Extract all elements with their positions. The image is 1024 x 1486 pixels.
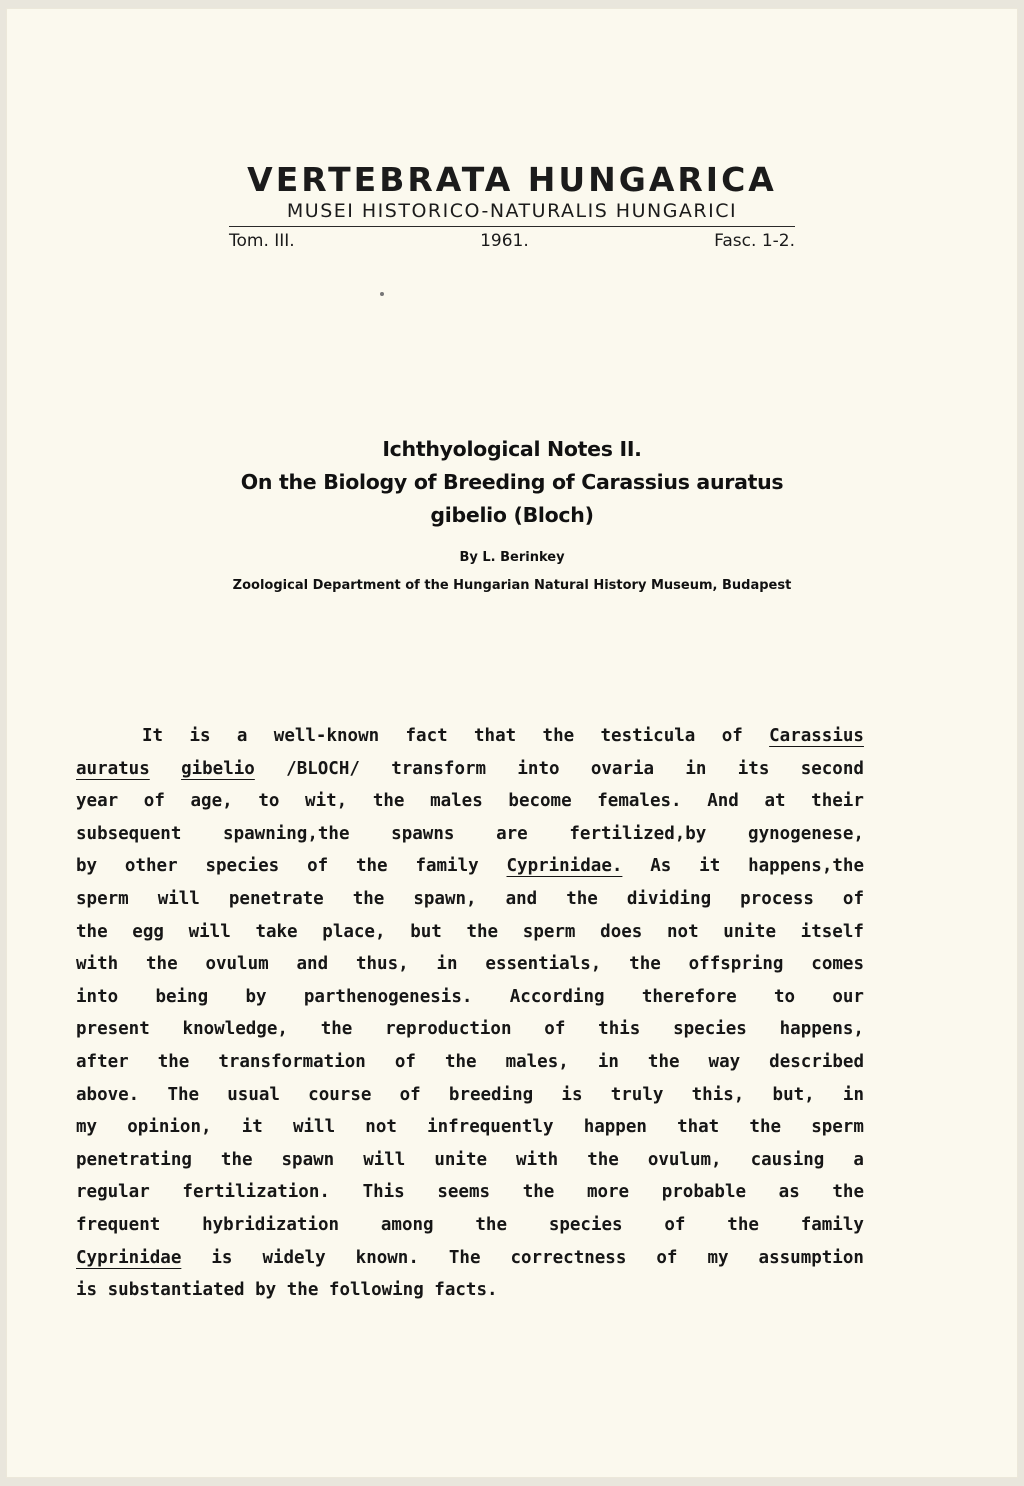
body-word: correctness (510, 1247, 627, 1268)
article-header (6, 433, 1018, 596)
print-speck (380, 292, 384, 296)
body-word: not (667, 921, 699, 942)
body-word: the (587, 1149, 619, 1170)
body-word: of (544, 1019, 566, 1040)
body-word: my (76, 1117, 98, 1138)
body-word: year (76, 791, 119, 812)
body-word: become (508, 791, 572, 812)
body-line (76, 1242, 864, 1275)
body-word: assumption (758, 1247, 864, 1268)
body-word: usual (227, 1084, 280, 1105)
body-word: fertilized,by (569, 823, 707, 844)
body-word: present (76, 1019, 150, 1040)
body-word: but (410, 921, 442, 942)
article-title-line-3: gibelio (Bloch) (430, 503, 594, 527)
body-word: spawns (391, 823, 455, 844)
body-word: reproduction (385, 1019, 512, 1040)
body-word: spawning,the (223, 823, 350, 844)
body-line (76, 916, 864, 949)
body-word: /BLOCH/ (286, 758, 360, 779)
body-word: will (292, 1117, 336, 1138)
body-word: are (496, 823, 528, 844)
body-word: Carassius (769, 726, 864, 746)
article-title-line-1: Ichthyological Notes II. (382, 437, 642, 461)
body-word: the (475, 1214, 507, 1235)
body-word: by (245, 986, 267, 1007)
body-word: truly (610, 1084, 664, 1105)
body-word: species (205, 856, 280, 877)
body-word: the (629, 954, 661, 975)
body-word: opinion, (127, 1117, 212, 1138)
body-word: the (220, 1149, 253, 1170)
body-word: facts. (434, 1280, 498, 1301)
body-word: into (76, 986, 119, 1007)
body-word: It (142, 726, 164, 746)
article-title-line-2: On the Biology of Breeding of Carassius auratus (240, 470, 784, 494)
body-word: the (466, 921, 499, 942)
body-word: this, (691, 1084, 745, 1105)
body-word: As (650, 856, 672, 877)
body-word: the (157, 1051, 190, 1072)
body-word: happen (583, 1117, 647, 1138)
publication-year: 1961. (480, 231, 529, 251)
body-word: males, (505, 1051, 569, 1072)
body-word: dividing (626, 888, 712, 909)
body-word: ovulum (205, 954, 269, 975)
body-word: is (561, 1084, 583, 1105)
body-word: it (699, 856, 721, 877)
body-word: being (155, 986, 209, 1007)
body-word: Cyprinidae (76, 1247, 182, 1268)
body-word: frequent (76, 1214, 161, 1235)
body-word: auratus (76, 758, 150, 779)
body-word: infrequently (427, 1117, 554, 1138)
body-word: of (143, 791, 165, 812)
body-line (76, 883, 864, 916)
body-word: the (444, 1051, 477, 1072)
body-word: this (598, 1019, 641, 1040)
body-word: probable (661, 1182, 747, 1203)
body-word: the (286, 1280, 319, 1301)
body-word: age, (190, 791, 233, 812)
body-word: transform (391, 758, 487, 779)
body-word: take (255, 921, 298, 942)
body-word: knowledge, (182, 1019, 288, 1040)
body-word: the (542, 726, 575, 746)
body-word: the (647, 1051, 680, 1072)
body-line (76, 1209, 864, 1242)
body-word: of (399, 1084, 421, 1105)
body-word: way (708, 1051, 741, 1072)
body-word: spawn (281, 1149, 335, 1170)
body-word: The (167, 1084, 200, 1105)
body-line (76, 850, 864, 883)
body-word: their (811, 791, 864, 812)
body-word: sperm (811, 1117, 864, 1138)
body-word: egg (132, 921, 164, 942)
body-word: species (673, 1019, 747, 1040)
body-word: in (842, 1084, 864, 1105)
body-line (76, 1013, 864, 1046)
body-word: will (157, 888, 200, 909)
body-word: to (258, 791, 280, 812)
body-word: as (778, 1182, 800, 1203)
body-word: unite (723, 921, 776, 942)
body-line (76, 1274, 864, 1307)
body-word: second (800, 758, 864, 779)
fascicle-number: Fasc. 1-2. (714, 231, 795, 251)
body-word: the (522, 1182, 555, 1203)
body-word: This (362, 1182, 405, 1203)
body-word: essentials, (485, 954, 602, 975)
body-word: widely (262, 1247, 326, 1268)
body-word: is (189, 726, 211, 746)
body-word: our (832, 986, 864, 1007)
body-word: course (308, 1084, 372, 1105)
body-word: transformation (218, 1051, 366, 1072)
body-word: it (241, 1117, 263, 1138)
body-word: the (146, 954, 178, 975)
body-word: family (415, 856, 479, 877)
body-word: thus, (355, 954, 409, 975)
body-word: at (764, 791, 786, 812)
body-word: that (677, 1117, 720, 1138)
body-line (76, 753, 864, 786)
journal-title: VERTEBRATA HUNGARICA (247, 160, 777, 199)
body-word: family (800, 1214, 864, 1235)
body-word: process (740, 888, 814, 909)
journal-masthead (6, 160, 1018, 253)
body-word: of (721, 726, 743, 746)
body-word: happens,the (748, 856, 864, 877)
body-word: of (307, 856, 329, 877)
body-line (76, 785, 864, 818)
body-word: therefore (641, 986, 737, 1007)
body-word: fertilization. (182, 1182, 330, 1203)
body-word: penetrating (76, 1149, 192, 1170)
body-word: seems (437, 1182, 491, 1203)
body-word: in (436, 954, 458, 975)
body-line (76, 720, 864, 753)
body-word: gynogenese, (748, 823, 864, 844)
body-word: testicula (600, 726, 696, 746)
body-word: the (832, 1182, 864, 1203)
body-word: not (365, 1117, 397, 1138)
body-word: by (76, 856, 98, 877)
body-line (76, 1176, 864, 1209)
body-word: breeding (448, 1084, 534, 1105)
document-page (6, 8, 1018, 1478)
tome-number: Tom. III. (229, 231, 295, 251)
body-word: its (737, 758, 770, 779)
body-line (76, 981, 864, 1014)
body-word: And (707, 791, 739, 812)
body-word: in (685, 758, 707, 779)
body-line (76, 1079, 864, 1112)
body-word: but, (772, 1084, 815, 1105)
body-word: Cyprinidae. (506, 856, 623, 877)
body-word: of (664, 1214, 686, 1235)
body-word: the (76, 921, 108, 942)
body-word: regular (76, 1182, 150, 1203)
body-word: species (548, 1214, 623, 1235)
body-word: wit, (305, 791, 348, 812)
body-word: sperm (522, 921, 576, 942)
body-word: is (76, 1280, 98, 1301)
body-word: spawn, (413, 888, 477, 909)
body-line (76, 818, 864, 851)
body-word: happens, (779, 1019, 864, 1040)
issue-line (229, 229, 795, 253)
body-word: of (842, 888, 864, 909)
body-word: more (586, 1182, 630, 1203)
body-word: The (448, 1247, 481, 1268)
body-word: unite (434, 1149, 488, 1170)
body-word: offspring (688, 954, 784, 975)
body-word: and (296, 954, 329, 975)
body-word: other (124, 856, 178, 877)
body-word: According (509, 986, 605, 1007)
body-word: well-known (273, 726, 380, 746)
body-word: sperm (76, 888, 129, 909)
body-word: of (394, 1051, 416, 1072)
masthead-rule (229, 226, 795, 227)
body-word: substantiated (107, 1280, 245, 1301)
body-word: following (328, 1280, 424, 1301)
body-word: above. (76, 1084, 140, 1105)
body-word: with (76, 954, 119, 975)
body-word: ovulum, (647, 1149, 722, 1170)
body-word: place, (322, 921, 386, 942)
body-word: the (355, 856, 388, 877)
body-word: of (656, 1247, 678, 1268)
body-word: will (188, 921, 231, 942)
body-word: a (236, 726, 248, 746)
body-word: is (211, 1247, 233, 1268)
body-word: causing (750, 1149, 825, 1170)
body-word: the (372, 791, 405, 812)
body-word: by (255, 1280, 277, 1301)
body-line (76, 1144, 864, 1177)
body-word: known. (355, 1247, 419, 1268)
body-word: the (352, 888, 385, 909)
body-word: after (76, 1051, 129, 1072)
body-word: among (380, 1214, 434, 1235)
body-word: subsequent (76, 823, 182, 844)
body-line (76, 1111, 864, 1144)
body-word: females. (597, 791, 682, 812)
body-word: males (430, 791, 483, 812)
body-word: ovaria (590, 758, 655, 779)
body-word: the (320, 1019, 353, 1040)
body-word: the (566, 888, 598, 909)
body-line (76, 948, 864, 981)
body-word: and (505, 888, 538, 909)
body-word: gibelio (181, 758, 255, 779)
body-word: a (853, 1149, 864, 1170)
body-word: hybridization (202, 1214, 340, 1235)
article-body (76, 720, 864, 1307)
body-line (76, 1046, 864, 1079)
body-word: fact (405, 726, 448, 746)
body-word: to (773, 986, 796, 1007)
body-word: described (769, 1051, 864, 1072)
author-affiliation: Zoological Department of the Hungarian Natural History Museum, Budapest (232, 578, 792, 593)
body-word: itself (800, 921, 864, 942)
body-word: my (707, 1247, 729, 1268)
body-word: the (727, 1214, 759, 1235)
body-word: with (516, 1149, 559, 1170)
body-word: comes (811, 954, 864, 975)
body-word: does (600, 921, 643, 942)
body-word: will (363, 1149, 406, 1170)
author-byline: By L. Berinkey (459, 550, 565, 565)
body-word: the (749, 1117, 782, 1138)
body-word: parthenogenesis. (303, 986, 473, 1007)
body-word: into (517, 758, 560, 779)
body-word: penetrate (228, 888, 324, 909)
body-word: in (597, 1051, 619, 1072)
body-word: that (474, 726, 517, 746)
journal-subtitle: MUSEI HISTORICO-NATURALIS HUNGARICI (286, 200, 738, 222)
